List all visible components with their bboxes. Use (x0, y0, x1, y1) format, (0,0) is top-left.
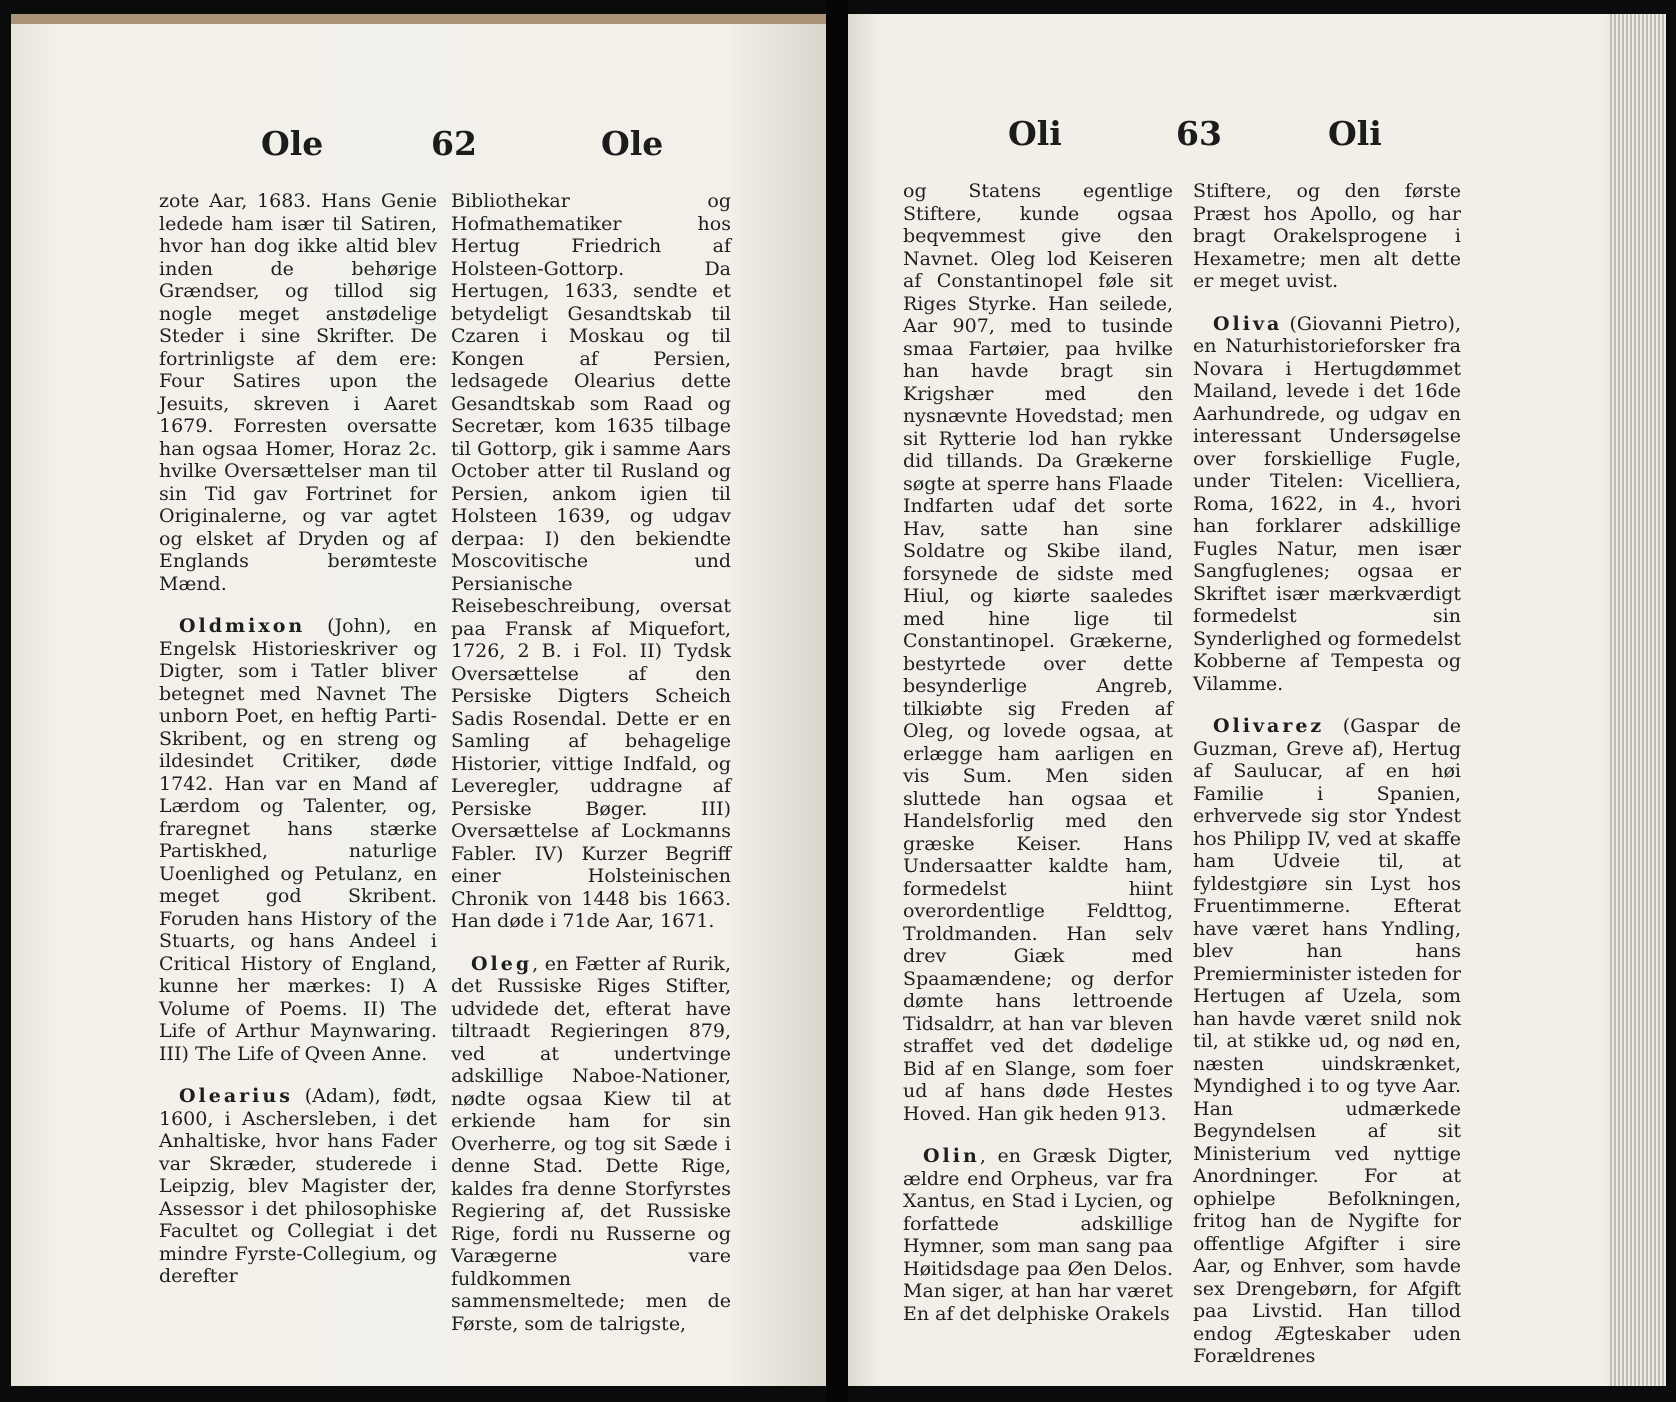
book-gutter (826, 0, 848, 1402)
paragraph (159, 190, 437, 595)
right-page-column-1 (903, 180, 1173, 1345)
left-header-left-word: Ole (261, 124, 324, 163)
entry-text: (John), en Engelsk Historieskriver og Digter, som i Tatler bliver betegnet med Navnet The unborn Poet, en heftig Parti-Skribent, og en streng og ildesindet Critiker, døde 1742. Han var en Mand af Lærdom og Talenter, og, fraregnet hans stærke Partiskhed, naturlige Uoenlighed og Petulanz, en meget god Skribent. Foruden hans History of the Stuarts, og hans Andeel i Critical History of England, kunne her mærkes: I) A Volume of Poems. II) The Life of Arthur Maynwaring. III) The Life of Qveen Anne. (159, 615, 437, 1065)
paragraph (1193, 180, 1461, 293)
entry-text: (Adam), født, 1600, i Aschersleben, i det Anhaltiske, hvor hans Fader var Skræder, studerede i Leipzig, blev Magister der, Assessor i det philosophiske Facultet og Collegiat i det mindre Fyrste-Collegium, og derefter (159, 1085, 437, 1287)
left-header-page-number: 62 (431, 124, 477, 163)
page-edges (1610, 14, 1666, 1386)
entry-headword: Olearius (179, 1085, 293, 1107)
entry-paragraph (451, 953, 731, 1336)
left-page-header (11, 124, 826, 174)
right-header-left-word: Oli (1008, 114, 1062, 153)
paragraph-text: Bibliothekar og Hofmathematiker hos Hertug Friedrich af Holsteen-Gottorp. Da Hertugen, 1633, sendte et betydeligt Gesandtskab til Czaren i Moskau og til Kongen af Persien, ledsagede Olearius dette Gesandtskab som Raad og Secretær, kom 1635 tilbage til Gottorp, gik i samme Aars October atter til Rusland og Persien, ankom igien til Holsteen 1639, og udgav derpaa: I) den bekiendte Moscovitische und Persianische Reisebeschreibung, oversat paa Fransk af Miquefort, 1726, 2 B. i Fol. II) Tydsk Oversættelse af den Persiske Digters Scheich Sadis Rosendal. Dette er en Samling af behagelige Historier, vittige Indfald, og Leveregler, uddragne af Persiske Bøger. III) Oversættelse af Lockmanns Fabler. IV) Kurzer Begriff einer Holsteinischen Chronik von 1448 bis 1663. Han døde i 71de Aar, 1671. (451, 190, 731, 932)
right-header-page-number: 63 (1176, 114, 1222, 153)
left-page-column-1 (159, 190, 437, 1308)
paragraph-text: og Statens egentlige Stiftere, kunde ogsaa beqvemmest give den Navnet. Oleg lod Keiseren af Constantinopel føle sit Riges Styrke. Han seilede, Aar 907, med to tusinde smaa Fartøier, paa hvilke han havde bragt sin Krigshær med den nysnævnte Hovedstad; men sit Rytterie lod han rykke did tillands. Da Grækerne søgte at sperre hans Flaade Indfarten udaf det sorte Hav, satte han sine Soldatre og Skibe iland, forsynede de sidste med Hiul, og kiørte saaledes med hine lige til Constantinopel. Grækerne, bestyrtede over dette besynderlige Angreb, tilkiøbte sig Freden af Oleg, og lovede ogsaa, at erlægge ham aarligen en vis Sum. Men siden sluttede han ogsaa et Handelsforlig med den græske Keiser. Hans Undersaatter kaldte ham, formedelst hiint overordentlige Feldttog, Troldmanden. Han selv drev Giæk med Spaamændene; og derfor dømte hans lettroende Tidsaldrr, at han var bleven straffet ved det dødelige Bid af en Slange, som foer ud af hans døde Hestes Hoved. Han gik heden 913. (903, 180, 1173, 1125)
entry-text: , en Fætter af Rurik, det Russiske Riges Stifter, udvidede det, efterat have tiltraadt Regieringen 879, ved at undertvinge adskillige Naboe-Nationer, nødte ogsaa Kiew til at erkiende ham for sin Overherre, og tog sit Sæde i denne Stad. Dette Rige, kaldes fra denne Storfyrstes Regiering af, det Russiske Rige, fordi nu Russerne og Varægerne vare fuldkommen sammensmeltede; men de Første, som de talrigste, (451, 952, 731, 1335)
right-page (848, 14, 1666, 1386)
paragraph-text: Stiftere, og den første Præst hos Apollo, og har bragt Orakelsprogene i Hexametre; men alt dette er meget uvist. (1193, 180, 1461, 292)
entry-paragraph (903, 1145, 1173, 1325)
right-page-header (848, 114, 1666, 164)
paragraph-text: zote Aar, 1683. Hans Genie ledede ham især til Satiren, hvor han dog ikke altid blev inden de behørige Grændser, og tillod sig nogle meget anstødelige Steder i sine Skrifter. De fortrinligste af dem ere: Four Satires upon the Jesuits, skreven i Aaret 1679. Forresten oversatte han ogsaa Homer, Horaz 2c. hvilke Oversættelser man til sin Tid gav Fortrinet for Originalerne, og var agtet og elsket af Dryden og af Englands berømteste Mænd. (159, 190, 437, 595)
entry-text: (Giovanni Pietro), en Naturhistorieforsker fra Novara i Hertugdømmet Mailand, levede i det 16de Aarhundrede, og udgav en interessant Undersøgelse over forskiellige Fugle, under Titelen: Vicelliera, Roma, 1622, in 4., hvori han forklarer adskillige Fugles Natur, men især Sangfuglenes; ogsaa er Skriftet især mærkværdigt formedelst sin Synderlighed og formedelst Kobberne af Tempesta og Vilamme. (1193, 312, 1461, 695)
paragraph (451, 190, 731, 933)
entry-paragraph (159, 1085, 437, 1288)
entry-headword: Olin (923, 1145, 980, 1167)
entry-paragraph (1193, 313, 1461, 696)
entry-headword: Oleg (471, 952, 533, 975)
entry-text: , en Græsk Digter, ældre end Orpheus, var fra Xantus, en Stad i Lycien, og forfattede adskillige Hymner, som man sang paa Høitidsdage paa Øen Delos. Man siger, at han har været En af det delphiske Orakels (903, 1145, 1173, 1325)
entry-headword: Olivarez (1213, 715, 1325, 737)
left-header-right-word: Ole (601, 124, 664, 163)
entry-text: (Gaspar de Guzman, Greve af), Hertug af Saulucar, af en høi Familie i Spanien, erhvervede sig stor Yndest hos Philipp IV, ved at skaffe ham Udveie til, at fyldestgiøre sin Lyst hos Fruentimmerne. Efterat have været hans Yndling, blev han hans Premierminister isteden for Hertugen af Uzela, som han havde været snild nok til, at stikke ud, og nød en, næsten uindskrænket, Myndighed i to og tyve Aar. Han udmærkede Begyndelsen af sit Ministerium ved nyttige Anordninger. For at ophielpe Befolkningen, fritog han de Nygifte for offentlige Afgifter i sire Aar, og Enhver, som havde sex Drengebørn, for Afgift paa Livstid. Han tillod endog Ægteskaber uden Forældrenes (1193, 715, 1461, 1367)
entry-headword: Oldmixon (179, 615, 306, 637)
left-page-column-2 (451, 190, 731, 1355)
entry-headword: Oliva (1213, 312, 1283, 335)
right-page-column-2 (1193, 180, 1461, 1386)
paragraph (903, 180, 1173, 1125)
entry-paragraph (1193, 715, 1461, 1368)
right-header-right-word: Oli (1328, 114, 1382, 153)
left-page (11, 14, 826, 1386)
entry-paragraph (159, 615, 437, 1065)
